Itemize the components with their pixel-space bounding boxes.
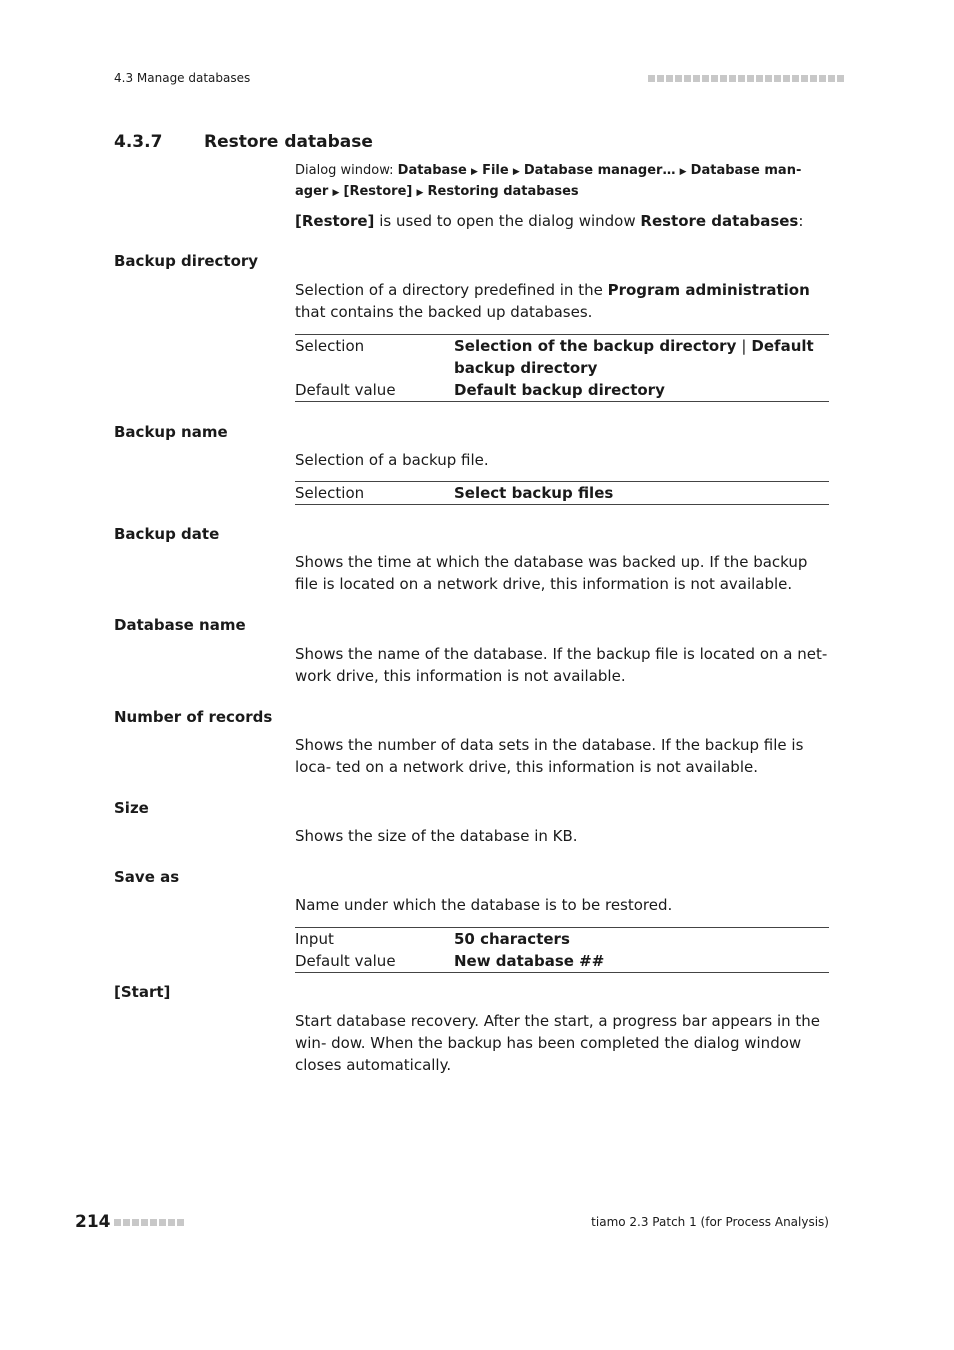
desc-text: Selection of a directory predefined in the — [295, 281, 608, 299]
row-value: Select backup files — [454, 484, 614, 502]
path-prefix: Dialog window: — [295, 163, 398, 178]
term-backup-name: Backup name — [114, 423, 228, 441]
path-step: Database — [397, 163, 467, 178]
table-backup-name — [295, 481, 829, 505]
row-key: Selection — [295, 337, 365, 355]
desc-backup-date: Shows the time at which the database was backed up. If the backup file is located on a network drive, this information is not available. — [295, 553, 808, 593]
desc-bold: Program administration — [607, 281, 810, 299]
path-step: ager — [295, 184, 329, 199]
row-key: Selection — [295, 484, 365, 502]
row-value: New database ## — [454, 952, 605, 970]
row-key: Default value — [295, 952, 396, 970]
term-backup-date: Backup date — [114, 525, 220, 543]
section-title: Restore database — [204, 132, 373, 152]
arrow-icon: ▶ — [416, 188, 424, 198]
path-step: File — [482, 163, 509, 178]
value-separator: | — [741, 337, 747, 355]
desc-size: Shows the size of the database in KB. — [295, 827, 578, 845]
term-number-of-records: Number of records — [114, 708, 273, 726]
page-number: 214 — [75, 1212, 111, 1232]
table-row — [295, 928, 829, 950]
footer-decoration — [114, 1219, 184, 1226]
table-row — [295, 335, 829, 379]
arrow-icon: ▶ — [512, 167, 520, 177]
value-option: Selection of the backup directory — [454, 337, 737, 355]
intro-bold: [Restore] — [295, 212, 375, 230]
running-header-section: 4.3 Manage databases — [114, 71, 251, 85]
row-value — [454, 335, 829, 379]
path-step: Database manager… — [523, 163, 676, 178]
table-backup-directory — [295, 334, 829, 402]
desc-start: Start database recovery. After the start, a progress bar appears in the win- dow. When the backup has been completed the dialog window closes automatically. — [295, 1012, 820, 1074]
desc-backup-directory — [295, 279, 829, 323]
table-row — [295, 950, 829, 972]
intro-text: is used to open the dialog window — [374, 212, 641, 230]
term-save-as: Save as — [114, 868, 180, 886]
section-number: 4.3.7 — [114, 132, 163, 152]
path-step: Database man- — [690, 163, 802, 178]
row-value: 50 characters — [454, 930, 570, 948]
arrow-icon: ▶ — [679, 167, 687, 177]
desc-backup-name: Selection of a backup file. — [295, 451, 489, 469]
row-value: Default backup directory — [454, 381, 665, 399]
row-key: Default value — [295, 381, 396, 399]
term-backup-directory: Backup directory — [114, 252, 259, 270]
intro-text: : — [798, 212, 804, 230]
term-start: [Start] — [114, 983, 171, 1001]
path-step: Restoring databases — [427, 184, 579, 199]
footer-product: tiamo 2.3 Patch 1 (for Process Analysis) — [591, 1215, 829, 1229]
table-row — [295, 379, 829, 401]
term-size: Size — [114, 799, 149, 817]
desc-save-as: Name under which the database is to be restored. — [295, 896, 673, 914]
path-step: [Restore] — [343, 184, 413, 199]
term-database-name: Database name — [114, 616, 246, 634]
desc-number-of-records: Shows the number of data sets in the database. If the backup file is loca- ted on a network drive, this information is not available. — [295, 736, 804, 776]
desc-text: that contains the backed up databases. — [295, 303, 593, 321]
row-key: Input — [295, 930, 334, 948]
header-decoration — [648, 75, 844, 82]
value-option: Default backup directory — [454, 337, 814, 377]
table-save-as — [295, 927, 829, 973]
arrow-icon: ▶ — [332, 188, 340, 198]
arrow-icon: ▶ — [471, 167, 478, 177]
intro-bold: Restore databases — [640, 212, 799, 230]
dialog-path — [295, 161, 829, 203]
table-row — [295, 482, 829, 504]
intro-paragraph — [295, 210, 829, 232]
desc-database-name: Shows the name of the database. If the backup file is located on a net- work drive, this information is not available. — [295, 645, 828, 685]
